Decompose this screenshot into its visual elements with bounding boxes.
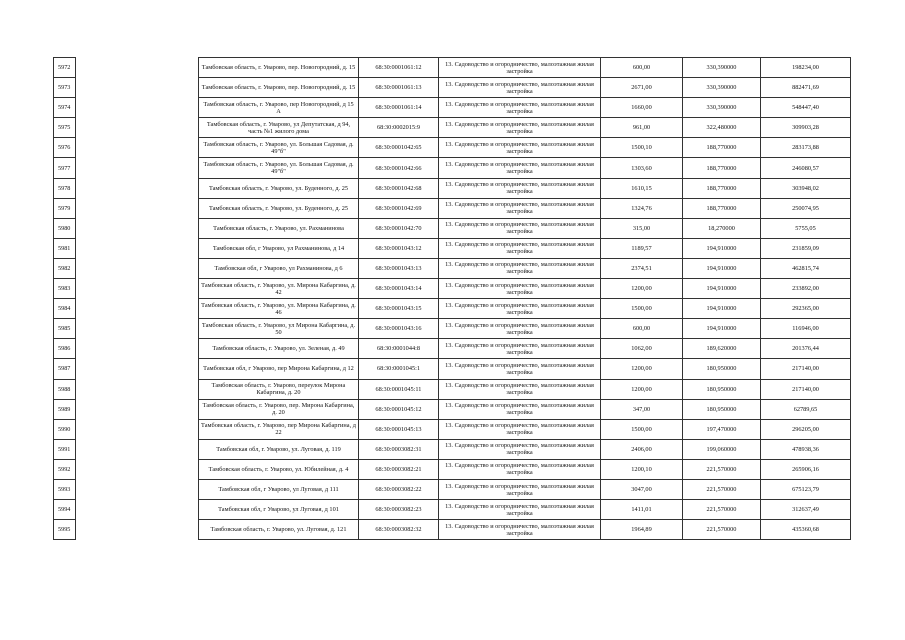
area-cell: 1200,10 [601, 459, 683, 479]
table-row [199, 339, 851, 359]
table-row [199, 299, 851, 319]
row-number-row [54, 359, 76, 379]
row-number-cell: 5972 [54, 58, 76, 78]
specific-value-cell: 330,390000 [683, 78, 761, 98]
permitted-use-cell: 13. Садоводство и огородничество, малоэтажная жилая застройка [439, 319, 601, 339]
area-cell: 961,00 [601, 118, 683, 138]
row-number-cell: 5987 [54, 359, 76, 379]
area-cell: 600,00 [601, 58, 683, 78]
address-cell: Тамбовская область, г. Уварово, пер. Новогородний, д. 15 [199, 58, 359, 78]
address-cell: Тамбовская область, г. Уварово, ул. Мирона Кабаргина, д. 42 [199, 279, 359, 299]
area-cell: 1500,00 [601, 299, 683, 319]
cadastral-value-cell: 246080,57 [761, 158, 851, 178]
permitted-use-cell: 13. Садоводство и огородничество, малоэтажная жилая застройка [439, 258, 601, 278]
row-number-cell: 5984 [54, 299, 76, 319]
row-number-row [54, 118, 76, 138]
specific-value-cell: 194,910000 [683, 319, 761, 339]
cadastral-number-cell: 68:30:0001061:12 [359, 58, 439, 78]
row-number-cell: 5982 [54, 258, 76, 278]
table-row [199, 379, 851, 399]
cadastral-value-cell: 217140,00 [761, 359, 851, 379]
specific-value-cell: 330,390000 [683, 98, 761, 118]
cadastral-number-cell: 68:30:0001045:1 [359, 359, 439, 379]
address-cell: Тамбовская область, г. Уварово, пер Мирона Кабаргина, д 22 [199, 419, 359, 439]
table-row [199, 238, 851, 258]
cadastral-number-cell: 68:30:0001045:13 [359, 419, 439, 439]
cadastral-number-cell: 68:30:0003082:31 [359, 439, 439, 459]
cadastral-number-cell: 68:30:0003082:21 [359, 459, 439, 479]
specific-value-cell: 180,950000 [683, 379, 761, 399]
area-cell: 1964,89 [601, 520, 683, 540]
table-row [199, 399, 851, 419]
cadastral-value-cell: 675123,79 [761, 479, 851, 499]
address-cell: Тамбовская область, г. Уварово, ул. Буденного, д. 25 [199, 178, 359, 198]
row-number-row [54, 439, 76, 459]
row-number-cell: 5975 [54, 118, 76, 138]
area-cell: 1062,00 [601, 339, 683, 359]
specific-value-cell: 18,270000 [683, 218, 761, 238]
area-cell: 1500,00 [601, 419, 683, 439]
cadastral-number-cell: 68:30:0003082:22 [359, 479, 439, 499]
specific-value-cell: 194,910000 [683, 238, 761, 258]
table-row [199, 520, 851, 540]
permitted-use-cell: 13. Садоводство и огородничество, малоэтажная жилая застройка [439, 238, 601, 258]
table-row [199, 419, 851, 439]
row-number-row [54, 299, 76, 319]
row-number-row [54, 379, 76, 399]
row-number-cell: 5981 [54, 238, 76, 258]
cadastral-value-cell: 882471,69 [761, 78, 851, 98]
address-cell: Тамбовская область, г. Уварово, пер. Мирона Кабаргина, д. 20 [199, 399, 359, 419]
cadastral-number-cell: 68:30:0001042:68 [359, 178, 439, 198]
table-row [199, 198, 851, 218]
permitted-use-cell: 13. Садоводство и огородничество, малоэтажная жилая застройка [439, 339, 601, 359]
specific-value-cell: 188,770000 [683, 198, 761, 218]
specific-value-cell: 188,770000 [683, 138, 761, 158]
permitted-use-cell: 13. Садоводство и огородничество, малоэтажная жилая застройка [439, 138, 601, 158]
cadastral-value-cell: 312637,49 [761, 500, 851, 520]
table-row [199, 58, 851, 78]
address-cell: Тамбовская область, г. Уварово, ул. Буденного, д. 25 [199, 198, 359, 218]
permitted-use-cell: 13. Садоводство и огородничество, малоэтажная жилая застройка [439, 439, 601, 459]
cadastral-number-cell: 68:30:0003082:23 [359, 500, 439, 520]
address-cell: Тамбовская область, г. Уварово, ул. Юбилейная, д. 4 [199, 459, 359, 479]
row-number-row [54, 138, 76, 158]
cadastral-value-cell: 62789,65 [761, 399, 851, 419]
cadastral-number-cell: 68:30:0001061:13 [359, 78, 439, 98]
specific-value-cell: 221,570000 [683, 520, 761, 540]
area-cell: 2406,00 [601, 439, 683, 459]
address-cell: Тамбовская область, г. Уварово, ул. Большая Садовая, д. 49"б" [199, 158, 359, 178]
cadastral-value-cell: 198234,00 [761, 58, 851, 78]
address-cell: Тамбовская обл, г. Уварово, ул. Луговая, д. 119 [199, 439, 359, 459]
cadastral-value-cell: 478938,36 [761, 439, 851, 459]
cadastral-value-cell: 116946,00 [761, 319, 851, 339]
address-cell: Тамбовская область, г. Уварово, ул. Мирона Кабаргина, д. 46 [199, 299, 359, 319]
area-cell: 600,00 [601, 319, 683, 339]
specific-value-cell: 180,950000 [683, 359, 761, 379]
specific-value-cell: 189,620000 [683, 339, 761, 359]
area-cell: 1189,57 [601, 238, 683, 258]
cadastral-number-cell: 68:30:0001043:12 [359, 238, 439, 258]
table-row [199, 500, 851, 520]
row-number-cell: 5974 [54, 98, 76, 118]
table-row [199, 158, 851, 178]
address-cell: Тамбовская область, г. Уварово, ул. Луговая, д. 121 [199, 520, 359, 540]
area-cell: 1660,00 [601, 98, 683, 118]
address-cell: Тамбовская область, г. Уварово, ул Депутатская, д 94, часть №1 жилого дома [199, 118, 359, 138]
row-number-cell: 5992 [54, 459, 76, 479]
row-number-row [54, 258, 76, 278]
cadastral-value-cell: 265906,16 [761, 459, 851, 479]
row-number-cell: 5990 [54, 419, 76, 439]
specific-value-cell: 194,910000 [683, 299, 761, 319]
table-row [199, 138, 851, 158]
address-cell: Тамбовская область, г. Уварово, переулок Мирона Кабаргина, д. 20 [199, 379, 359, 399]
row-number-row [54, 218, 76, 238]
permitted-use-cell: 13. Садоводство и огородничество, малоэтажная жилая застройка [439, 178, 601, 198]
area-cell: 1200,00 [601, 279, 683, 299]
address-cell: Тамбовская обл, г Уварово, ул Луговая, д 111 [199, 479, 359, 499]
row-number-row [54, 319, 76, 339]
row-number-row [54, 500, 76, 520]
specific-value-cell: 221,570000 [683, 500, 761, 520]
address-cell: Тамбовская область, г. Уварово, пер. Новогородний, д. 15 [199, 78, 359, 98]
cadastral-value-cell: 309903,28 [761, 118, 851, 138]
permitted-use-cell: 13. Садоводство и огородничество, малоэтажная жилая застройка [439, 479, 601, 499]
specific-value-cell: 180,950000 [683, 399, 761, 419]
area-cell: 1200,00 [601, 379, 683, 399]
permitted-use-cell: 13. Садоводство и огородничество, малоэтажная жилая застройка [439, 218, 601, 238]
cadastral-number-cell: 68:30:0001042:65 [359, 138, 439, 158]
permitted-use-cell: 13. Садоводство и огородничество, малоэтажная жилая застройка [439, 78, 601, 98]
permitted-use-cell: 13. Садоводство и огородничество, малоэтажная жилая застройка [439, 359, 601, 379]
address-cell: Тамбовская область, г. Уварово, ул. Рахманинова [199, 218, 359, 238]
cadastral-value-cell: 462815,74 [761, 258, 851, 278]
address-cell: Тамбовская область, г. Уварово, пер Новогородний, д 15 А [199, 98, 359, 118]
permitted-use-cell: 13. Садоводство и огородничество, малоэтажная жилая застройка [439, 158, 601, 178]
row-number-row [54, 279, 76, 299]
cadastral-value-cell: 283173,88 [761, 138, 851, 158]
cadastral-value-cell: 303948,02 [761, 178, 851, 198]
cadastral-number-cell: 68:30:0001043:16 [359, 319, 439, 339]
cadastral-number-cell: 68:30:0001042:66 [359, 158, 439, 178]
specific-value-cell: 188,770000 [683, 178, 761, 198]
row-number-row [54, 419, 76, 439]
table-row [199, 479, 851, 499]
table-row [199, 359, 851, 379]
cadastral-value-cell: 548447,40 [761, 98, 851, 118]
cadastral-value-cell: 250074,95 [761, 198, 851, 218]
row-number-row [54, 58, 76, 78]
specific-value-cell: 194,910000 [683, 279, 761, 299]
permitted-use-cell: 13. Садоводство и огородничество, малоэтажная жилая застройка [439, 459, 601, 479]
row-number-row [54, 78, 76, 98]
cadastral-number-cell: 68:30:0001045:11 [359, 379, 439, 399]
address-cell: Тамбовская обл, г Уварово, пер Мирона Кабаргина, д 12 [199, 359, 359, 379]
cadastral-number-cell: 68:30:0001061:14 [359, 98, 439, 118]
permitted-use-cell: 13. Садоводство и огородничество, малоэтажная жилая застройка [439, 379, 601, 399]
table-row [199, 218, 851, 238]
table-row [199, 439, 851, 459]
area-cell: 1500,10 [601, 138, 683, 158]
area-cell: 1303,60 [601, 158, 683, 178]
cadastral-value-cell: 217140,00 [761, 379, 851, 399]
permitted-use-cell: 13. Садоводство и огородничество, малоэтажная жилая застройка [439, 399, 601, 419]
permitted-use-cell: 13. Садоводство и огородничество, малоэтажная жилая застройка [439, 98, 601, 118]
row-number-row [54, 158, 76, 178]
address-cell: Тамбовская обл, г Уварово, ул Рахманинова, д 6 [199, 258, 359, 278]
area-cell: 2671,00 [601, 78, 683, 98]
row-number-cell: 5973 [54, 78, 76, 98]
cadastral-number-cell: 68:30:0001042:69 [359, 198, 439, 218]
specific-value-cell: 199,060000 [683, 439, 761, 459]
permitted-use-cell: 13. Садоводство и огородничество, малоэтажная жилая застройка [439, 299, 601, 319]
specific-value-cell: 221,570000 [683, 479, 761, 499]
specific-value-cell: 322,480000 [683, 118, 761, 138]
specific-value-cell: 188,770000 [683, 158, 761, 178]
row-number-cell: 5993 [54, 479, 76, 499]
row-number-row [54, 339, 76, 359]
address-cell: Тамбовская область, г. Уварово, ул. Зеленая, д. 49 [199, 339, 359, 359]
cadastral-value-cell: 5755,05 [761, 218, 851, 238]
address-cell: Тамбовская обл, г Уварово, ул Рахманинова, д 14 [199, 238, 359, 258]
permitted-use-cell: 13. Садоводство и огородничество, малоэтажная жилая застройка [439, 500, 601, 520]
table-row [199, 178, 851, 198]
cadastral-value-cell: 435360,68 [761, 520, 851, 540]
row-number-row [54, 479, 76, 499]
cadastral-number-cell: 68:30:0003082:32 [359, 520, 439, 540]
table-row [199, 118, 851, 138]
permitted-use-cell: 13. Садоводство и огородничество, малоэтажная жилая застройка [439, 279, 601, 299]
address-cell: Тамбовская обл, г Уварово, ул Луговая, д 101 [199, 500, 359, 520]
row-number-row [54, 459, 76, 479]
cadastral-value-cell: 296205,00 [761, 419, 851, 439]
row-number-row [54, 520, 76, 540]
cadastral-number-cell: 68:30:0001043:14 [359, 279, 439, 299]
cadastral-value-cell: 292365,00 [761, 299, 851, 319]
table-row [199, 258, 851, 278]
area-cell: 3047,00 [601, 479, 683, 499]
row-number-cell: 5985 [54, 319, 76, 339]
row-number-row [54, 198, 76, 218]
cadastral-number-cell: 68:30:0001043:13 [359, 258, 439, 278]
row-number-cell: 5979 [54, 198, 76, 218]
cadastral-number-cell: 68:30:0001045:12 [359, 399, 439, 419]
row-number-row [54, 98, 76, 118]
row-number-cell: 5977 [54, 158, 76, 178]
area-cell: 1324,76 [601, 198, 683, 218]
permitted-use-cell: 13. Садоводство и огородничество, малоэтажная жилая застройка [439, 118, 601, 138]
specific-value-cell: 197,470000 [683, 419, 761, 439]
row-number-cell: 5995 [54, 520, 76, 540]
address-cell: Тамбовская область, г. Уварово, ул. Большая Садовая, д. 49"б" [199, 138, 359, 158]
permitted-use-cell: 13. Садоводство и огородничество, малоэтажная жилая застройка [439, 198, 601, 218]
permitted-use-cell: 13. Садоводство и огородничество, малоэтажная жилая застройка [439, 520, 601, 540]
cadastral-number-cell: 68:30:0001043:15 [359, 299, 439, 319]
cadastral-number-cell: 68:30:0001042:70 [359, 218, 439, 238]
table-row [199, 78, 851, 98]
specific-value-cell: 221,570000 [683, 459, 761, 479]
row-number-cell: 5988 [54, 379, 76, 399]
cadastral-number-cell: 68:30:0001044:8 [359, 339, 439, 359]
cadastral-value-cell: 231859,09 [761, 238, 851, 258]
row-number-cell: 5978 [54, 178, 76, 198]
specific-value-cell: 194,910000 [683, 258, 761, 278]
area-cell: 2374,51 [601, 258, 683, 278]
row-number-cell: 5991 [54, 439, 76, 459]
table-row [199, 98, 851, 118]
cadastral-value-cell: 233892,00 [761, 279, 851, 299]
table-row [199, 279, 851, 299]
cadastral-number-cell: 68:30:0002015:9 [359, 118, 439, 138]
table-row [199, 319, 851, 339]
area-cell: 1200,00 [601, 359, 683, 379]
permitted-use-cell: 13. Садоводство и огородничество, малоэтажная жилая застройка [439, 419, 601, 439]
area-cell: 1411,01 [601, 500, 683, 520]
row-number-row [54, 399, 76, 419]
permitted-use-cell: 13. Садоводство и огородничество, малоэтажная жилая застройка [439, 58, 601, 78]
row-number-cell: 5976 [54, 138, 76, 158]
row-number-cell: 5983 [54, 279, 76, 299]
cadastral-value-cell: 201376,44 [761, 339, 851, 359]
row-number-cell: 5994 [54, 500, 76, 520]
table-row [199, 459, 851, 479]
row-number-column [53, 57, 76, 540]
row-number-cell: 5980 [54, 218, 76, 238]
row-number-row [54, 238, 76, 258]
row-number-cell: 5986 [54, 339, 76, 359]
area-cell: 315,00 [601, 218, 683, 238]
row-number-cell: 5989 [54, 399, 76, 419]
area-cell: 347,00 [601, 399, 683, 419]
address-cell: Тамбовская область, г. Уварово, ул Мирона Кабаргина, д. 50 [199, 319, 359, 339]
specific-value-cell: 330,390000 [683, 58, 761, 78]
land-parcel-table [198, 57, 851, 540]
row-number-row [54, 178, 76, 198]
area-cell: 1610,15 [601, 178, 683, 198]
